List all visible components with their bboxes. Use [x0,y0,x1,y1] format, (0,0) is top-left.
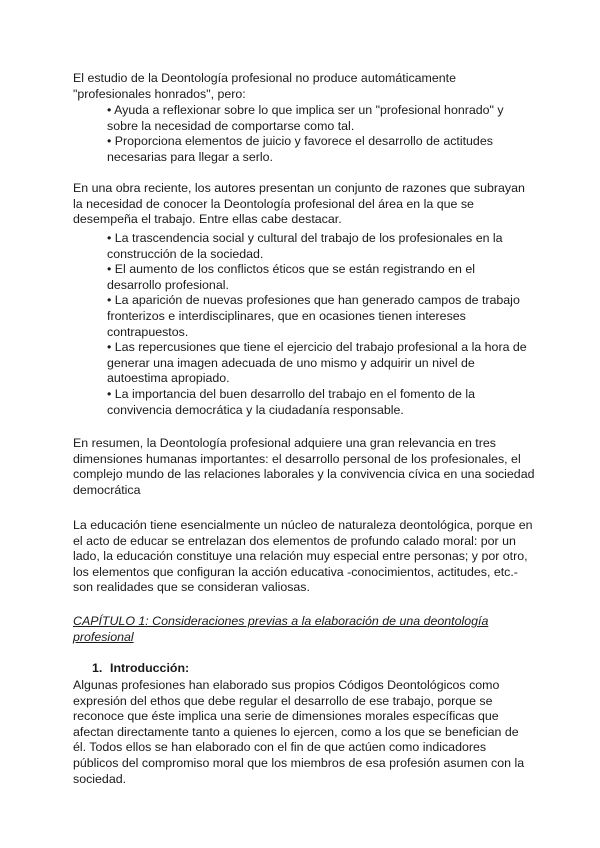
section-title: Introducción: [110,661,190,675]
section-heading [92,661,189,677]
reasons-bullet-list [107,231,532,418]
intro-paragraph: El estudio de la Deontología profesional no produce automáticamente "profesionales honrados", pero: [73,71,456,101]
intro-bullet-list [107,103,532,165]
list-item: • La importancia del buen desarrollo del trabajo en el fomento de la convivencia democrática y la ciudadanía responsable. [107,386,476,417]
list-item: • La trascendencia social y cultural del trabajo de los profesionales en la construcción de la sociedad. [107,231,503,261]
list-item: • Las repercusiones que tiene el ejercicio del trabajo profesional a la hora de generar una imagen adecuada de uno mismo y adquirir un nivel de autoestima apropiado. [107,340,527,386]
section-number: 1. [92,661,103,675]
list-item: • La aparición de nuevas profesiones que han generado campos de trabajo fronterizos e interdisciplinares, que en ocasiones tienen intereses contrapuestos. [107,293,520,339]
list-item: • El aumento de los conflictos éticos que se están registrando en el desarrollo profesional. [107,262,476,292]
chapter-title: CAPÍTULO 1: Consideraciones previas a la elaboración de una deontología profesional [73,614,489,644]
summary-paragraph: En resumen, la Deontología profesional adquiere una gran relevancia en tres dimensiones humanas importantes: el desarrollo personal de los profesionales, el complejo mundo de las relaciones laborales y la convivencia cívica en una sociedad democrática [73,436,535,497]
list-item: • Proporciona elementos de juicio y favorece el desarrollo de actitudes necesarias para llegar a serlo. [107,134,493,164]
list-item: • Ayuda a reflexionar sobre lo que implica ser un "profesional honrado" y sobre la necesidad de comportarse como tal. [107,103,504,133]
education-paragraph: La educación tiene esencialmente un núcleo de naturaleza deontológica, porque en el acto de educar se entrelazan dos elementos de profundo calado moral: por un lado, la educación constituye una relación muy especial entre personas; y por otro, los elementos que configuran la acción educativa -conocimientos, actitudes, etc.- son realidades que se consideran valiosas. [73,518,533,595]
section-body: Algunas profesiones han elaborado sus propios Códigos Deontológicos como expresión del ethos que debe regular el desarrollo de ese trabajo, porque se reconoce que éste implica una serie de dimensiones morales específicas que afectan directamente tanto a quienes lo ejercen, como a los que se benefician de él. Todos ellos se han elaborado con el fin de que actúen como indicadores públicos del compromiso moral que los miembros de esa profesión asumen con la sociedad. [73,678,525,786]
reasons-paragraph: En una obra reciente, los autores presentan un conjunto de razones que subrayan la necesidad de conocer la Deontología profesional del área en la que se desempeña el trabajo. Entre ellas cabe destacar. [73,181,525,227]
